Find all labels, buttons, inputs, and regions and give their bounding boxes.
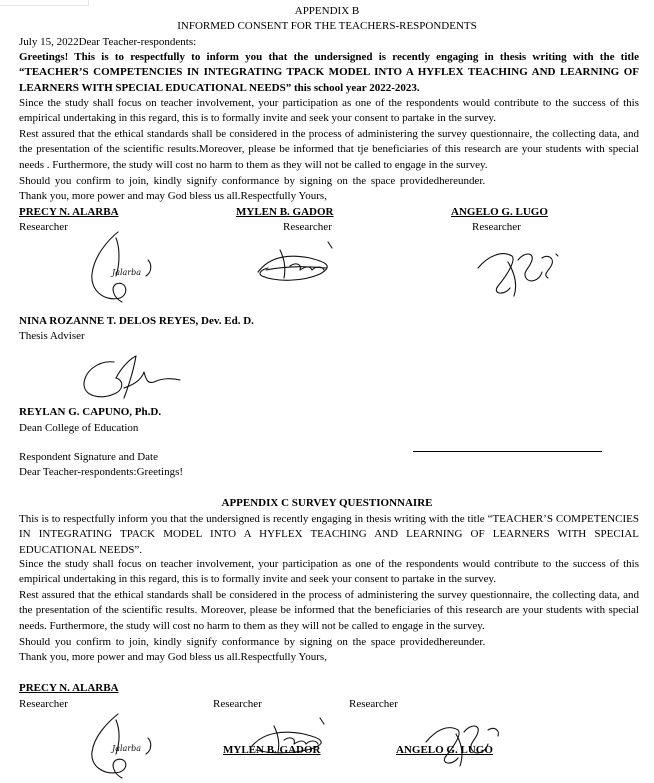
greeting-paragraph: Greetings! This is to respectfully to inform you that the undersigned is recently engaging in thesis writing with the title “TEACHER’S COMPETENCIES IN INTEGRATING TPACK MODEL INTO A HYFLEX TEACHING AND LEARNING OF LEARNERS WITH SPECIAL EDUCATIONAL NEEDS” this school year 2022-2023.	[19, 51, 639, 94]
researcher-name-1-c: PRECY N. ALARBA	[19, 682, 119, 694]
researcher-name-3-c: ANGELO G. LUGO	[396, 744, 493, 756]
researcher-name-1: PRECY N. ALARBA	[19, 206, 119, 218]
participation-paragraph: Since the study shall focus on teacher involvement, your participation as one of the respondents would contribute to the success of this empirical undertaking in this regard, this is to formally invite and seek your consent to partake in the survey.	[19, 97, 639, 125]
dean-name: REYLAN G. CAPUNO, Ph.D.	[19, 406, 162, 418]
appendix-b-heading: APPENDIX B	[294, 5, 360, 17]
ethics-paragraph: Rest assured that the ethical standards shall be considered in the process of administering the survey questionnaire, the collecting data, and the presentation of the scientific results.Moreover, please be informed that tje beneficiaries of this research are your students with special needs . Furthermore, the study will cost no harm to them as they will not be called to engage in the survey.	[19, 128, 639, 171]
appendix-c-title: APPENDIX C SURVEY QUESTIONNAIRE	[221, 497, 433, 509]
gador-signature	[250, 236, 342, 288]
confirm-paragraph-c: Should you confirm to join, kindly signify conformance by signing on the space providedhereunder.	[19, 636, 486, 648]
adviser-name: NINA ROZANNE T. DELOS REYES, Dev. Ed. D.	[19, 315, 254, 327]
alarba-signature-text: Jalarba	[112, 268, 142, 277]
researcher-name-2: MYLEN B. GADOR	[236, 206, 334, 218]
researcher-role-2: Researcher	[283, 221, 332, 233]
adviser-role: Thesis Adviser	[19, 330, 85, 342]
participation-paragraph-c: Since the study shall focus on teacher involvement, your participation as one of the respondents would contribute to the success of this empirical undertaking in this regard, this is to formally invite and seek your consent to partake in the survey.	[19, 558, 639, 586]
closing-line-c: Thank you, more power and may God bless us all.Respectfully Yours,	[19, 651, 327, 663]
respondent-signature-label: Respondent Signature and Date	[19, 451, 158, 463]
confirm-paragraph: Should you confirm to join, kindly signify conformance by signing on the space providedhereunder.	[19, 175, 486, 187]
dean-role: Dean College of Education	[19, 422, 139, 434]
ethics-paragraph-c: Rest assured that the ethical standards shall be considered in the process of administering the survey questionnaire, the collecting data, and the presentation of the scientific results. Moreover, please be informed that the beneficiaries of this research are your students with special needs. Furthermore, the study will cost no harm to them as they will not be called to engage in the survey.	[19, 589, 639, 632]
adviser-signature	[80, 350, 182, 406]
researcher-role-2-c: Researcher	[213, 698, 262, 710]
researcher-name-2-c: MYLEN B. GADOR	[223, 744, 321, 756]
consent-title: INFORMED CONSENT FOR THE TEACHERS-RESPONDENTS	[177, 20, 477, 32]
researcher-name-3: ANGELO G. LUGO	[451, 206, 548, 218]
researcher-role-1-c: Researcher	[19, 698, 68, 710]
alarba-signature-c	[86, 710, 166, 783]
closing-line: Thank you, more power and may God bless us all.Respectfully Yours,	[19, 190, 327, 202]
researcher-role-3: Researcher	[472, 221, 521, 233]
lugo-signature-c	[418, 712, 504, 770]
dear-greeting-line: Dear Teacher-respondents:Greetings!	[19, 466, 184, 478]
respondent-signature-line	[413, 451, 602, 452]
intro-paragraph: This is to respectfully inform you that the undersigned is recently engaging in thesis writing with the title “TEACHER’S COMPETENCIES IN INTEGRATING TPACK MODEL INTO A HYFLEX TEACHING AND LEARNING OF LEARNERS WITH SPECIAL EDUCATIONAL NEEDS”.	[19, 513, 639, 556]
date-salutation: July 15, 2022Dear Teacher-respondents:	[19, 36, 197, 48]
alarba-signature-text-c: Jalarba	[112, 744, 142, 753]
gador-signature-c	[244, 714, 334, 760]
researcher-role-1: Researcher	[19, 221, 68, 233]
researcher-role-3-c: Researcher	[349, 698, 398, 710]
lugo-signature	[468, 238, 564, 300]
alarba-signature	[86, 228, 166, 310]
